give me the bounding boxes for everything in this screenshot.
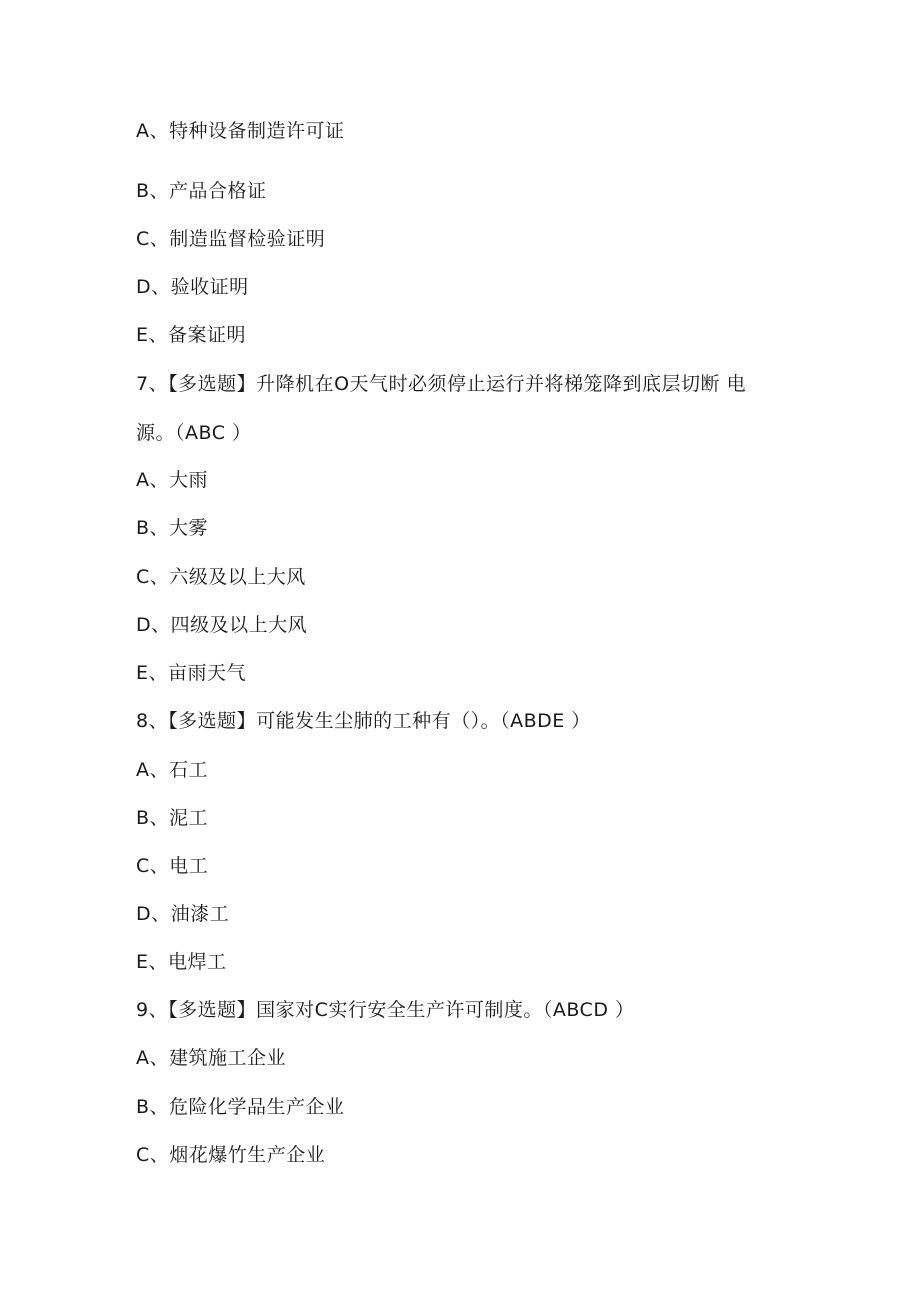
question-line: 9、【多选题】国家对C实行安全生产许可制度。（ABCD ） (136, 999, 635, 1021)
option-line: E、备案证明 (136, 324, 247, 346)
option-line: A、大雨 (136, 469, 208, 491)
option-line: C、制造监督检验证明 (136, 228, 326, 250)
option-line: B、产品合格证 (136, 180, 267, 202)
question-line: 源。（ABC ） (136, 422, 252, 444)
option-line: D、油漆工 (136, 903, 230, 925)
option-line: B、危险化学品生产企业 (136, 1096, 345, 1118)
option-line: A、特种设备制造许可证 (136, 120, 345, 142)
option-line: C、烟花爆竹生产企业 (136, 1144, 326, 1166)
option-line: C、六级及以上大风 (136, 566, 306, 588)
question-line: 8、【多选题】可能发生尘肺的工种有（）。（ABDE ） (136, 710, 591, 732)
option-line: C、电工 (136, 855, 209, 877)
option-line: D、验收证明 (136, 276, 249, 298)
option-line: E、亩雨天气 (136, 662, 247, 684)
option-line: E、电焊工 (136, 951, 227, 973)
option-line: D、四级及以上大风 (136, 614, 308, 636)
option-line: A、建筑施工企业 (136, 1047, 286, 1069)
option-line: A、石工 (136, 759, 208, 781)
option-line: B、大雾 (136, 517, 209, 539)
question-line: 7、【多选题】升降机在O天气时必须停止运行并将梯笼降到底层切断 电 (136, 373, 747, 395)
option-line: B、泥工 (136, 807, 209, 829)
